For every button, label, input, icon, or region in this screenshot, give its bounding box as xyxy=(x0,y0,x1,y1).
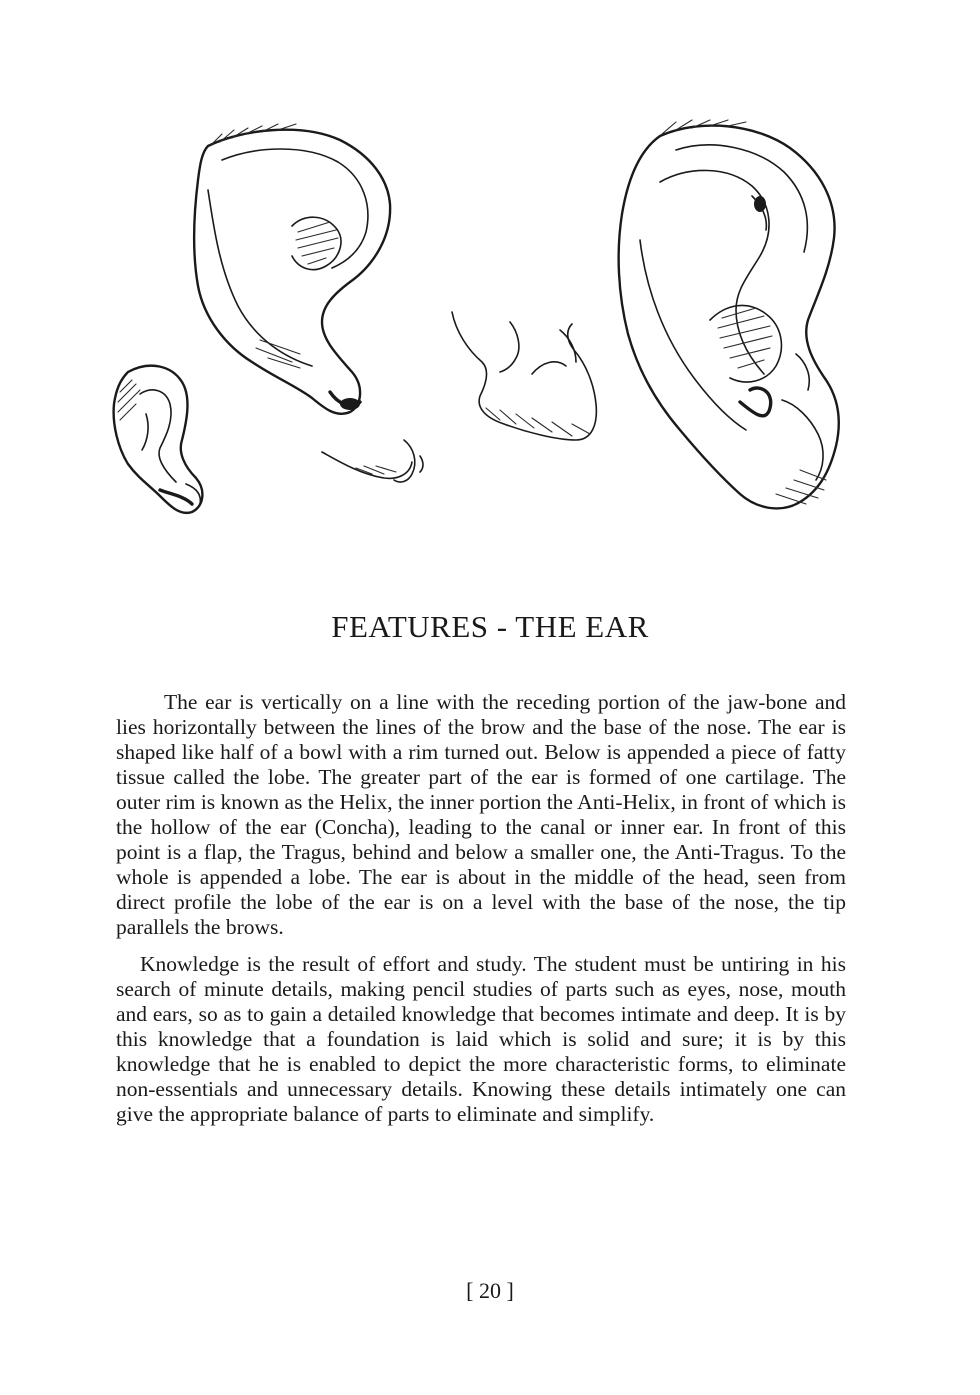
paragraph-ear-anatomy: The ear is vertically on a line with the receding portion of the jaw-bone and lies horizontally between the lines of the brow and the base of the nose. The ear is shaped like half of a bowl with a rim turned out. Below is appended a piece of fatty tissue called the lobe. The greater part of the ear is formed of one cartilage. The outer rim is known as the Helix, the inner portion the Anti-Helix, in front of which is the hollow of the ear (Concha), leading to the canal or inner ear. In front of this point is a flap, the Tragus, behind and below a smaller one, the Anti-Tragus. To the whole is appended a lobe. The ear is about in the middle of the head, seen from direct profile the lobe of the ear is on a level with the base of the nose, the tip parallels the brows. xyxy=(116,690,846,939)
lobe-sketch xyxy=(322,440,423,482)
large-ear-sketch-right xyxy=(619,120,839,508)
page-title: FEATURES - THE EAR xyxy=(331,609,649,644)
body-text xyxy=(116,690,846,1127)
paragraph-knowledge: Knowledge is the result of effort and study. The student must be untiring in his search of minute details, making pencil studies of parts such as eyes, nose, mouth and ears, so as to gain a detailed knowledge that becomes intimate and deep. It is by this knowledge that a foundation is laid which is solid and sure; it is by this knowledge that he is enabled to depict the more characteristic forms, to eliminate non-essentials and unnecessary details. Knowing these details intimately one can give the appropriate balance of parts to eliminate and simplify. xyxy=(116,952,846,1126)
large-ear-sketch-left xyxy=(194,124,390,414)
ear-illustration xyxy=(0,0,980,560)
tragus-sketch xyxy=(452,312,596,440)
page-number: [ 20 ] xyxy=(466,1278,514,1303)
ear-sketches-icon xyxy=(0,0,980,560)
small-ear-sketch xyxy=(114,366,203,513)
